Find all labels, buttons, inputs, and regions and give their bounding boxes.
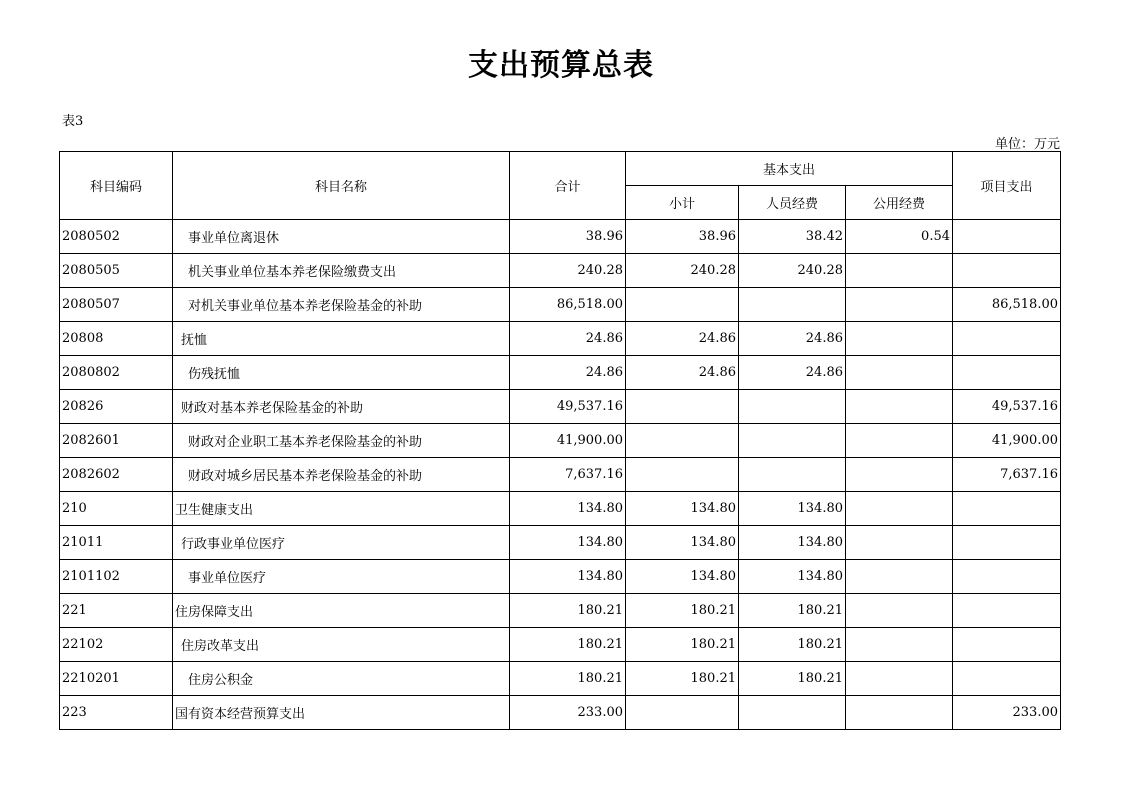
cell-subtotal: [626, 696, 739, 730]
cell-total: 41,900.00: [510, 424, 626, 458]
cell-public: [846, 628, 953, 662]
table-row: [60, 390, 1061, 424]
cell-subtotal: 24.86: [626, 356, 739, 390]
cell-code: 2080505: [60, 254, 173, 288]
header-name: 科目名称: [173, 152, 510, 220]
table-row: [60, 594, 1061, 628]
cell-total: 24.86: [510, 322, 626, 356]
table-row: [60, 254, 1061, 288]
cell-total: 240.28: [510, 254, 626, 288]
cell-code: 2210201: [60, 662, 173, 696]
cell-personnel: 134.80: [739, 560, 846, 594]
cell-name: 对机关事业单位基本养老保险基金的补助: [173, 288, 510, 322]
cell-total: 134.80: [510, 560, 626, 594]
cell-code: 20826: [60, 390, 173, 424]
header-personnel: 人员经费: [739, 186, 846, 220]
cell-code: 2080802: [60, 356, 173, 390]
cell-name: 财政对基本养老保险基金的补助: [173, 390, 510, 424]
table-row: [60, 424, 1061, 458]
cell-subtotal: 134.80: [626, 560, 739, 594]
cell-personnel: 134.80: [739, 526, 846, 560]
cell-name: 机关事业单位基本养老保险缴费支出: [173, 254, 510, 288]
table-number: 表3: [62, 114, 84, 129]
cell-name: 伤残抚恤: [173, 356, 510, 390]
cell-personnel: 38.42: [739, 220, 846, 254]
cell-personnel: 180.21: [739, 628, 846, 662]
cell-personnel: [739, 458, 846, 492]
table-row: [60, 696, 1061, 730]
cell-project: 86,518.00: [953, 288, 1061, 322]
cell-subtotal: 134.80: [626, 492, 739, 526]
cell-project: [953, 628, 1061, 662]
cell-code: 20808: [60, 322, 173, 356]
table-row: [60, 322, 1061, 356]
table-body: [60, 220, 1061, 730]
cell-subtotal: [626, 288, 739, 322]
table-row: [60, 526, 1061, 560]
cell-name: 国有资本经营预算支出: [173, 696, 510, 730]
cell-total: 38.96: [510, 220, 626, 254]
cell-name: 财政对城乡居民基本养老保险基金的补助: [173, 458, 510, 492]
cell-total: 134.80: [510, 492, 626, 526]
cell-total: 134.80: [510, 526, 626, 560]
cell-name: 住房保障支出: [173, 594, 510, 628]
cell-code: 2080502: [60, 220, 173, 254]
cell-personnel: 180.21: [739, 594, 846, 628]
cell-subtotal: 180.21: [626, 594, 739, 628]
cell-personnel: 180.21: [739, 662, 846, 696]
table-row: [60, 662, 1061, 696]
cell-code: 221: [60, 594, 173, 628]
cell-public: [846, 492, 953, 526]
cell-name: 行政事业单位医疗: [173, 526, 510, 560]
cell-code: 2082602: [60, 458, 173, 492]
cell-personnel: [739, 696, 846, 730]
cell-public: [846, 560, 953, 594]
cell-personnel: [739, 288, 846, 322]
cell-project: [953, 526, 1061, 560]
cell-code: 210: [60, 492, 173, 526]
cell-project: [953, 322, 1061, 356]
cell-subtotal: 180.21: [626, 662, 739, 696]
cell-subtotal: 134.80: [626, 526, 739, 560]
cell-subtotal: 38.96: [626, 220, 739, 254]
cell-public: [846, 696, 953, 730]
cell-code: 22102: [60, 628, 173, 662]
table-row: [60, 458, 1061, 492]
cell-public: [846, 356, 953, 390]
table-row: [60, 220, 1061, 254]
budget-table: [59, 151, 1061, 730]
header-basic: 基本支出: [626, 152, 953, 186]
cell-public: [846, 254, 953, 288]
unit-label: 单位：万元: [994, 137, 1060, 152]
cell-total: 49,537.16: [510, 390, 626, 424]
cell-public: [846, 526, 953, 560]
cell-personnel: [739, 424, 846, 458]
table-row: [60, 288, 1061, 322]
cell-project: 7,637.16: [953, 458, 1061, 492]
table-row: [60, 492, 1061, 526]
cell-code: 2082601: [60, 424, 173, 458]
cell-total: 7,637.16: [510, 458, 626, 492]
cell-name: 财政对企业职工基本养老保险基金的补助: [173, 424, 510, 458]
cell-project: [953, 220, 1061, 254]
cell-personnel: 24.86: [739, 322, 846, 356]
cell-total: 86,518.00: [510, 288, 626, 322]
cell-code: 21011: [60, 526, 173, 560]
header-total: 合计: [510, 152, 626, 220]
cell-name: 事业单位离退休: [173, 220, 510, 254]
cell-project: [953, 492, 1061, 526]
cell-personnel: 240.28: [739, 254, 846, 288]
cell-public: [846, 662, 953, 696]
cell-subtotal: [626, 424, 739, 458]
cell-public: [846, 390, 953, 424]
cell-public: [846, 424, 953, 458]
cell-total: 233.00: [510, 696, 626, 730]
cell-code: 223: [60, 696, 173, 730]
cell-code: 2101102: [60, 560, 173, 594]
cell-code: 2080507: [60, 288, 173, 322]
cell-project: [953, 356, 1061, 390]
cell-personnel: 24.86: [739, 356, 846, 390]
cell-name: 抚恤: [173, 322, 510, 356]
cell-project: 41,900.00: [953, 424, 1061, 458]
cell-subtotal: [626, 458, 739, 492]
cell-public: [846, 322, 953, 356]
cell-total: 24.86: [510, 356, 626, 390]
page-title: 支出预算总表: [468, 48, 654, 83]
header-code: 科目编码: [60, 152, 173, 220]
cell-total: 180.21: [510, 628, 626, 662]
cell-project: [953, 662, 1061, 696]
cell-project: [953, 560, 1061, 594]
header-project: 项目支出: [953, 152, 1061, 220]
cell-name: 住房改革支出: [173, 628, 510, 662]
cell-subtotal: 240.28: [626, 254, 739, 288]
cell-public: [846, 288, 953, 322]
cell-subtotal: 180.21: [626, 628, 739, 662]
cell-name: 事业单位医疗: [173, 560, 510, 594]
cell-personnel: 134.80: [739, 492, 846, 526]
cell-total: 180.21: [510, 662, 626, 696]
cell-name: 卫生健康支出: [173, 492, 510, 526]
cell-project: [953, 594, 1061, 628]
cell-public: 0.54: [846, 220, 953, 254]
cell-project: 233.00: [953, 696, 1061, 730]
cell-subtotal: 24.86: [626, 322, 739, 356]
cell-total: 180.21: [510, 594, 626, 628]
cell-name: 住房公积金: [173, 662, 510, 696]
cell-subtotal: [626, 390, 739, 424]
cell-personnel: [739, 390, 846, 424]
cell-public: [846, 594, 953, 628]
header-public: 公用经费: [846, 186, 953, 220]
header-subtotal: 小计: [626, 186, 739, 220]
cell-public: [846, 458, 953, 492]
table-row: [60, 628, 1061, 662]
cell-project: [953, 254, 1061, 288]
table-row: [60, 356, 1061, 390]
cell-project: 49,537.16: [953, 390, 1061, 424]
table-row: [60, 560, 1061, 594]
